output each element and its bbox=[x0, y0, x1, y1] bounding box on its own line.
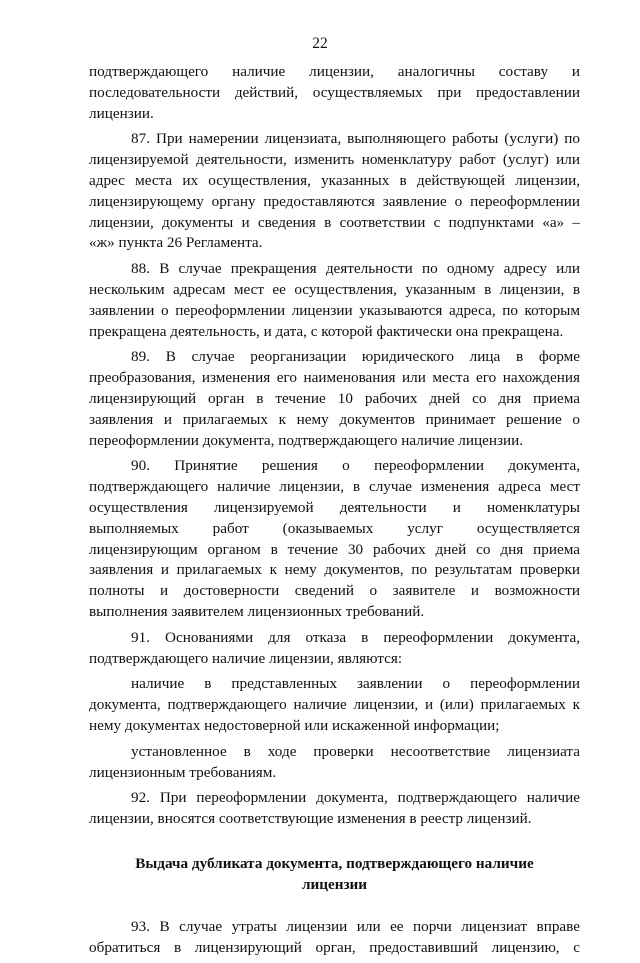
text-line: лицензируемой деятельности, изменить номенклатуру работ (услуг) или bbox=[89, 151, 580, 169]
text-line: 89. В случае реорганизации юридического лица в форме bbox=[131, 348, 580, 366]
text-line: преобразования, изменения его наименования или места его нахождения bbox=[89, 369, 580, 387]
heading-line: Выдача дубликата документа, подтверждающего наличие bbox=[135, 854, 534, 872]
text-line: последовательности действий, осуществляемых при предоставлении bbox=[89, 83, 580, 101]
text-line: обратиться в лицензирующий орган, предоставивший лицензию, с bbox=[89, 938, 580, 956]
text-line: 90. Принятие решения о переоформлении документа, bbox=[131, 457, 580, 475]
paragraph-93 bbox=[89, 917, 580, 959]
paragraph-continuation bbox=[89, 62, 580, 124]
text-line: переоформлении документа, подтверждающего наличие лицензии. bbox=[89, 431, 524, 449]
text-line: лицензии, документы и сведения в соответствии с подпунктами «а» – bbox=[89, 213, 580, 231]
paragraph-88 bbox=[89, 259, 580, 342]
text-line: прекращена деятельность, и дата, с которой фактически она прекращена. bbox=[89, 322, 564, 340]
paragraph-91 bbox=[89, 628, 580, 670]
text-line: нескольким адресам мест ее осуществления, указанным в лицензии, в bbox=[89, 280, 580, 298]
text-line: подтверждающего наличие лицензии, аналогичны составу и bbox=[89, 63, 580, 80]
text-line: 87. При намерении лицензиата, выполняющего работы (услуги) по bbox=[131, 130, 580, 148]
text-line: лицензирующий орган в течение 10 рабочих дней со дня приема bbox=[89, 389, 580, 407]
list-item bbox=[89, 742, 580, 784]
text-line: «ж» пункта 26 Регламента. bbox=[89, 234, 263, 252]
text-line: осуществления лицензируемой деятельности и номенклатуры bbox=[89, 498, 580, 516]
section-heading bbox=[89, 853, 580, 895]
text-line: документа, подтверждающего наличие лицензии, и (или) прилагаемых к bbox=[89, 696, 580, 714]
paragraph-87 bbox=[89, 129, 580, 254]
text-line: лицензирующему органу предоставляются заявление о переоформлении bbox=[89, 192, 580, 210]
text-line: лицензии, вносятся соответствующие изменения в реестр лицензий. bbox=[89, 810, 532, 828]
text-line: выполнения заявителем лицензионных требований. bbox=[89, 602, 425, 620]
text-line: 92. При переоформлении документа, подтверждающего наличие bbox=[131, 789, 580, 807]
heading-line: лицензии bbox=[301, 875, 368, 893]
text-line: полноты и достоверности сведений о заявителе и возможности bbox=[89, 582, 580, 600]
text-line: наличие в представленных заявлении о переоформлении bbox=[131, 675, 580, 693]
text-line: лицензирующим органом в течение 30 рабочих дней со дня приема bbox=[89, 540, 580, 558]
text-line: адрес места их осуществления, указанных в действующей лицензии, bbox=[89, 171, 580, 189]
paragraph-90 bbox=[89, 456, 580, 622]
text-line: подтверждающего наличие лицензии, являются: bbox=[89, 649, 403, 667]
document-body bbox=[89, 62, 580, 963]
text-line: установленное в ходе проверки несоответствие лицензиата bbox=[131, 742, 580, 760]
text-line: 93. В случае утраты лицензии или ее порчи лицензиат вправе bbox=[131, 917, 580, 935]
text-line: лицензионным требованиям. bbox=[89, 763, 277, 781]
text-line: заявления и прилагаемых к нему документов, по результатам проверки bbox=[89, 561, 580, 579]
text-line: 88. В случае прекращения деятельности по одному адресу или bbox=[131, 260, 580, 278]
text-line: лицензии. bbox=[89, 104, 154, 122]
text-line: подтверждающего наличие лицензии, в случае изменения адреса мест bbox=[89, 478, 580, 496]
page-number: 22 bbox=[312, 35, 328, 52]
list-item bbox=[89, 674, 580, 736]
text-line: заявления и прилагаемых к нему документов принимает решение о bbox=[89, 410, 580, 428]
paragraph-89 bbox=[89, 347, 580, 451]
text-line: 91. Основаниями для отказа в переоформлении документа, bbox=[131, 628, 580, 646]
text-line: выполняемых работ (оказываемых услуг осуществляется bbox=[89, 519, 580, 537]
paragraph-92 bbox=[89, 788, 580, 830]
text-line: заявлении о переоформлении лицензии указываются адреса, по которым bbox=[89, 301, 580, 319]
text-line: нему документах недостоверной или искаженной информации; bbox=[89, 716, 500, 734]
